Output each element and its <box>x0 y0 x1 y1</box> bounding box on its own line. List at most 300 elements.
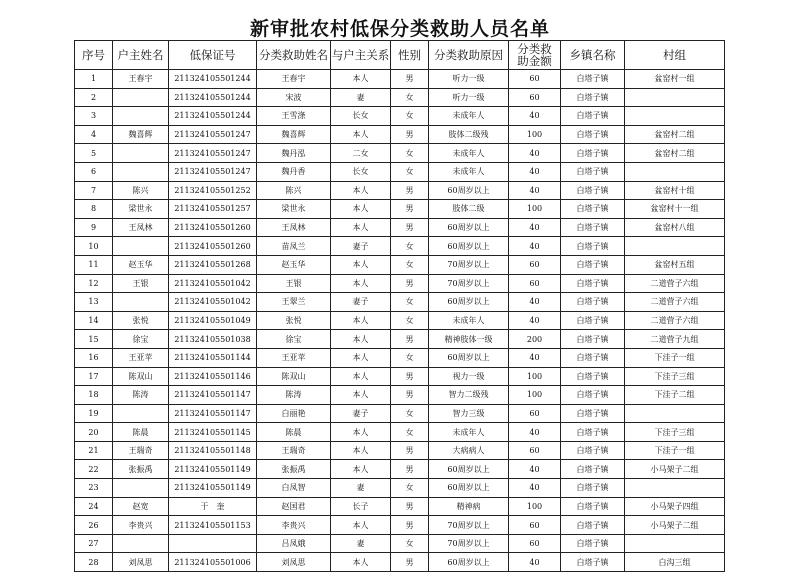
table-row <box>75 311 725 330</box>
row-no: 9 <box>75 218 113 237</box>
sex: 男 <box>391 70 429 89</box>
relation: 本人 <box>331 200 391 219</box>
relief-cert-no: 211324105501257 <box>169 200 257 219</box>
town-name: 白塔子镇 <box>561 107 625 126</box>
householder-name: 陈涛 <box>113 386 169 405</box>
recipient-name: 宋波 <box>257 88 331 107</box>
relief-amount: 60 <box>509 274 561 293</box>
table-row <box>75 553 725 572</box>
town-name: 白塔子镇 <box>561 181 625 200</box>
relief-amount: 60 <box>509 404 561 423</box>
relief-amount: 60 <box>509 516 561 535</box>
row-no: 22 <box>75 460 113 479</box>
town-name: 白塔子镇 <box>561 534 625 553</box>
relief-cert-no: 211324105501153 <box>169 516 257 535</box>
relief-cert-no: 211324105501247 <box>169 125 257 144</box>
sex: 男 <box>391 125 429 144</box>
relation: 妻子 <box>331 237 391 256</box>
col-header-village: 村组 <box>625 41 725 70</box>
recipient-name: 王瑞奇 <box>257 441 331 460</box>
sex: 女 <box>391 423 429 442</box>
village-group: 二道营子九组 <box>625 330 725 349</box>
table-row <box>75 441 725 460</box>
table-row <box>75 516 725 535</box>
village-group <box>625 237 725 256</box>
town-name: 白塔子镇 <box>561 274 625 293</box>
table-row <box>75 125 725 144</box>
table-row <box>75 88 725 107</box>
table-row <box>75 218 725 237</box>
relief-reason: 精神肢体一级 <box>429 330 509 349</box>
sex: 男 <box>391 274 429 293</box>
relief-reason: 70周岁以上 <box>429 516 509 535</box>
relief-cert-no: 211324105501049 <box>169 311 257 330</box>
relief-cert-no: 211324105501144 <box>169 348 257 367</box>
village-group <box>625 534 725 553</box>
householder-name: 张振禹 <box>113 460 169 479</box>
relation: 本人 <box>331 125 391 144</box>
relief-cert-no: 211324105501247 <box>169 162 257 181</box>
town-name: 白塔子镇 <box>561 479 625 498</box>
table-row <box>75 479 725 498</box>
relation: 二女 <box>331 144 391 163</box>
relief-cert-no: 211324105501252 <box>169 181 257 200</box>
table-row <box>75 423 725 442</box>
relief-amount: 60 <box>509 255 561 274</box>
table-row <box>75 144 725 163</box>
village-group: 下洼子三组 <box>625 367 725 386</box>
col-header-head: 户主姓名 <box>113 41 169 70</box>
relief-reason: 70周岁以上 <box>429 255 509 274</box>
town-name: 白塔子镇 <box>561 125 625 144</box>
relation: 长子 <box>331 497 391 516</box>
table-row <box>75 497 725 516</box>
page-title: 新审批农村低保分类救助人员名单 <box>249 18 550 40</box>
recipient-name: 魏丹香 <box>257 162 331 181</box>
relation: 长女 <box>331 107 391 126</box>
row-no: 27 <box>75 534 113 553</box>
col-header-no: 序号 <box>75 41 113 70</box>
sex: 女 <box>391 534 429 553</box>
relief-reason: 60周岁以上 <box>429 553 509 572</box>
relief-amount: 40 <box>509 553 561 572</box>
householder-name: 王凤林 <box>113 218 169 237</box>
town-name: 白塔子镇 <box>561 497 625 516</box>
sex: 女 <box>391 107 429 126</box>
householder-name <box>113 237 169 256</box>
recipient-name: 白凤智 <box>257 479 331 498</box>
row-no: 8 <box>75 200 113 219</box>
village-group: 二道营子六组 <box>625 293 725 312</box>
relation: 妻 <box>331 479 391 498</box>
relief-cert-no: 211324105501268 <box>169 255 257 274</box>
town-name: 白塔子镇 <box>561 516 625 535</box>
relief-cert-no: 211324105501244 <box>169 107 257 126</box>
table-row <box>75 200 725 219</box>
village-group: 盆窑村十一组 <box>625 200 725 219</box>
relief-reason: 肢体二级 <box>429 200 509 219</box>
table-row <box>75 293 725 312</box>
row-no: 12 <box>75 274 113 293</box>
relief-reason: 肢体二级残 <box>429 125 509 144</box>
relation: 妻子 <box>331 404 391 423</box>
village-group <box>625 88 725 107</box>
sex: 女 <box>391 311 429 330</box>
village-group <box>625 479 725 498</box>
village-group: 盆窑村五组 <box>625 255 725 274</box>
sex: 男 <box>391 497 429 516</box>
relief-cert-no: 211324105501147 <box>169 386 257 405</box>
town-name: 白塔子镇 <box>561 423 625 442</box>
relief-amount: 60 <box>509 441 561 460</box>
relief-amount: 40 <box>509 311 561 330</box>
sex: 男 <box>391 460 429 479</box>
recipient-name: 吕凤娥 <box>257 534 331 553</box>
relief-cert-no: 211324105501247 <box>169 144 257 163</box>
col-header-sex: 性别 <box>391 41 429 70</box>
relief-cert-no: 211324105501038 <box>169 330 257 349</box>
recipient-name: 陈涛 <box>257 386 331 405</box>
row-no: 23 <box>75 479 113 498</box>
relief-roster-table <box>74 40 725 572</box>
sex: 男 <box>391 181 429 200</box>
row-no: 15 <box>75 330 113 349</box>
recipient-name: 王春宇 <box>257 70 331 89</box>
recipient-name: 魏丹泓 <box>257 144 331 163</box>
town-name: 白塔子镇 <box>561 144 625 163</box>
sex: 女 <box>391 144 429 163</box>
relief-reason: 60周岁以上 <box>429 293 509 312</box>
relief-amount: 40 <box>509 218 561 237</box>
table-row <box>75 237 725 256</box>
village-group: 盆窑村十组 <box>625 181 725 200</box>
recipient-name: 赵国君 <box>257 497 331 516</box>
village-group <box>625 107 725 126</box>
relief-reason: 未成年人 <box>429 107 509 126</box>
table-body <box>75 70 725 572</box>
relation: 妻子 <box>331 293 391 312</box>
relief-cert-no: 211324105501244 <box>169 88 257 107</box>
householder-name <box>113 534 169 553</box>
village-group: 小马架子二组 <box>625 460 725 479</box>
recipient-name: 张悦 <box>257 311 331 330</box>
householder-name <box>113 479 169 498</box>
recipient-name: 李贵兴 <box>257 516 331 535</box>
town-name: 白塔子镇 <box>561 218 625 237</box>
recipient-name: 白丽艳 <box>257 404 331 423</box>
sex: 女 <box>391 255 429 274</box>
householder-name <box>113 88 169 107</box>
sex: 男 <box>391 367 429 386</box>
householder-name <box>113 162 169 181</box>
table-row <box>75 460 725 479</box>
town-name: 白塔子镇 <box>561 386 625 405</box>
relief-reason: 听力一级 <box>429 70 509 89</box>
recipient-name: 陈晨 <box>257 423 331 442</box>
relief-amount: 200 <box>509 330 561 349</box>
relief-reason: 精神病 <box>429 497 509 516</box>
householder-name: 陈兴 <box>113 181 169 200</box>
relief-reason: 未成年人 <box>429 311 509 330</box>
relief-reason: 智力三级 <box>429 404 509 423</box>
town-name: 白塔子镇 <box>561 200 625 219</box>
relief-reason: 60周岁以上 <box>429 348 509 367</box>
relief-reason: 视力一级 <box>429 367 509 386</box>
town-name: 白塔子镇 <box>561 441 625 460</box>
village-group: 二道营子六组 <box>625 274 725 293</box>
relief-cert-no: 211324105501146 <box>169 367 257 386</box>
householder-name: 陈双山 <box>113 367 169 386</box>
relief-amount: 40 <box>509 144 561 163</box>
sex: 女 <box>391 237 429 256</box>
relation: 本人 <box>331 218 391 237</box>
row-no: 16 <box>75 348 113 367</box>
relation: 本人 <box>331 255 391 274</box>
village-group: 下洼子一组 <box>625 348 725 367</box>
row-no: 28 <box>75 553 113 572</box>
recipient-name: 张振禹 <box>257 460 331 479</box>
relief-cert-no: 211324105501042 <box>169 293 257 312</box>
relief-amount: 40 <box>509 293 561 312</box>
row-no: 13 <box>75 293 113 312</box>
table-row <box>75 348 725 367</box>
recipient-name: 陈兴 <box>257 181 331 200</box>
relation: 本人 <box>331 367 391 386</box>
householder-name <box>113 144 169 163</box>
row-no: 1 <box>75 70 113 89</box>
relief-cert-no <box>169 534 257 553</box>
relief-reason: 60周岁以上 <box>429 181 509 200</box>
recipient-name: 刘凤思 <box>257 553 331 572</box>
row-no: 11 <box>75 255 113 274</box>
sex: 男 <box>391 441 429 460</box>
householder-name: 王春宇 <box>113 70 169 89</box>
col-header-town: 乡镇名称 <box>561 41 625 70</box>
relief-cert-no: 211324105501149 <box>169 479 257 498</box>
relief-reason: 70周岁以上 <box>429 274 509 293</box>
relief-amount: 60 <box>509 70 561 89</box>
sex: 女 <box>391 348 429 367</box>
householder-name: 刘凤思 <box>113 553 169 572</box>
sex: 男 <box>391 330 429 349</box>
sex: 男 <box>391 553 429 572</box>
village-group: 盆窑村二组 <box>625 125 725 144</box>
town-name: 白塔子镇 <box>561 311 625 330</box>
village-group: 下洼子一组 <box>625 441 725 460</box>
sex: 女 <box>391 479 429 498</box>
relief-amount: 100 <box>509 367 561 386</box>
relief-amount: 40 <box>509 181 561 200</box>
town-name: 白塔子镇 <box>561 460 625 479</box>
town-name: 白塔子镇 <box>561 255 625 274</box>
table-row <box>75 367 725 386</box>
town-name: 白塔子镇 <box>561 237 625 256</box>
row-no: 26 <box>75 516 113 535</box>
row-no: 10 <box>75 237 113 256</box>
relief-cert-no: 211324105501149 <box>169 460 257 479</box>
table-row <box>75 386 725 405</box>
relation: 本人 <box>331 516 391 535</box>
recipient-name: 苗凤兰 <box>257 237 331 256</box>
village-group: 盆窑村八组 <box>625 218 725 237</box>
town-name: 白塔子镇 <box>561 404 625 423</box>
town-name: 白塔子镇 <box>561 367 625 386</box>
householder-name <box>113 107 169 126</box>
relief-reason: 听力一级 <box>429 88 509 107</box>
recipient-name: 王银 <box>257 274 331 293</box>
householder-name: 梁世永 <box>113 200 169 219</box>
recipient-name: 王亚苹 <box>257 348 331 367</box>
sex: 女 <box>391 88 429 107</box>
relief-amount: 40 <box>509 479 561 498</box>
householder-name: 赵玉华 <box>113 255 169 274</box>
col-header-amount: 分类救助金额 <box>509 41 561 70</box>
sex: 男 <box>391 386 429 405</box>
relation: 本人 <box>331 330 391 349</box>
row-no: 2 <box>75 88 113 107</box>
relief-cert-no: 211324105501145 <box>169 423 257 442</box>
village-group: 二道营子六组 <box>625 311 725 330</box>
sex: 女 <box>391 293 429 312</box>
row-no: 14 <box>75 311 113 330</box>
recipient-name: 魏喜辉 <box>257 125 331 144</box>
relief-reason: 60周岁以上 <box>429 218 509 237</box>
town-name: 白塔子镇 <box>561 162 625 181</box>
table-row <box>75 70 725 89</box>
village-group: 盆窑村一组 <box>625 70 725 89</box>
relief-amount: 60 <box>509 88 561 107</box>
village-group: 下洼子三组 <box>625 423 725 442</box>
table-row <box>75 404 725 423</box>
relief-amount: 100 <box>509 200 561 219</box>
relief-reason: 70周岁以上 <box>429 534 509 553</box>
town-name: 白塔子镇 <box>561 553 625 572</box>
relief-amount: 100 <box>509 386 561 405</box>
recipient-name: 陈双山 <box>257 367 331 386</box>
relation: 本人 <box>331 386 391 405</box>
town-name: 白塔子镇 <box>561 70 625 89</box>
table-row <box>75 181 725 200</box>
relief-cert-no: 211324105501260 <box>169 237 257 256</box>
village-group <box>625 162 725 181</box>
householder-name: 王银 <box>113 274 169 293</box>
village-group: 小马架子四组 <box>625 497 725 516</box>
table-row <box>75 534 725 553</box>
relief-amount: 40 <box>509 107 561 126</box>
sex: 女 <box>391 404 429 423</box>
recipient-name: 徐宝 <box>257 330 331 349</box>
relief-amount: 60 <box>509 534 561 553</box>
col-header-cert: 低保证号 <box>169 41 257 70</box>
relief-amount: 40 <box>509 423 561 442</box>
householder-name: 陈晨 <box>113 423 169 442</box>
town-name: 白塔子镇 <box>561 88 625 107</box>
relief-reason: 未成年人 <box>429 162 509 181</box>
relief-reason: 智力二级残 <box>429 386 509 405</box>
town-name: 白塔子镇 <box>561 330 625 349</box>
relation: 本人 <box>331 553 391 572</box>
relief-reason: 60周岁以上 <box>429 479 509 498</box>
row-no: 19 <box>75 404 113 423</box>
householder-name: 赵宽 <box>113 497 169 516</box>
householder-name: 李贵兴 <box>113 516 169 535</box>
householder-name <box>113 293 169 312</box>
relation: 长女 <box>331 162 391 181</box>
relation: 本人 <box>331 181 391 200</box>
sex: 男 <box>391 200 429 219</box>
town-name: 白塔子镇 <box>561 348 625 367</box>
recipient-name: 王翠兰 <box>257 293 331 312</box>
village-group <box>625 404 725 423</box>
sex: 男 <box>391 218 429 237</box>
village-group: 小马架子二组 <box>625 516 725 535</box>
relation: 本人 <box>331 311 391 330</box>
village-group: 下洼子二组 <box>625 386 725 405</box>
relief-reason: 大病病人 <box>429 441 509 460</box>
relation: 本人 <box>331 70 391 89</box>
relief-cert-no: 211324105501006 <box>169 553 257 572</box>
table-row <box>75 274 725 293</box>
relief-amount: 100 <box>509 497 561 516</box>
relation: 本人 <box>331 441 391 460</box>
recipient-name: 王凤林 <box>257 218 331 237</box>
relief-cert-no: 21132410550124​4 <box>169 70 257 89</box>
header-row <box>75 41 725 70</box>
sex: 女 <box>391 162 429 181</box>
village-group: 白沟三组 <box>625 553 725 572</box>
relief-cert-no: 211324105501148 <box>169 441 257 460</box>
relief-reason: 60周岁以上 <box>429 237 509 256</box>
relief-amount: 40 <box>509 348 561 367</box>
row-no: 7 <box>75 181 113 200</box>
row-no: 3 <box>75 107 113 126</box>
sex: 男 <box>391 516 429 535</box>
relief-cert-no: 211324105501147 <box>169 404 257 423</box>
relation: 本人 <box>331 348 391 367</box>
table-row <box>75 255 725 274</box>
householder-name: 张悦 <box>113 311 169 330</box>
householder-name: 王亚苹 <box>113 348 169 367</box>
row-no: 24 <box>75 497 113 516</box>
householder-name: 魏喜辉 <box>113 125 169 144</box>
row-no: 18 <box>75 386 113 405</box>
table-row <box>75 107 725 126</box>
row-no: 5 <box>75 144 113 163</box>
relation: 妻 <box>331 88 391 107</box>
town-name: 白塔子镇 <box>561 293 625 312</box>
col-header-reason: 分类救助原因 <box>429 41 509 70</box>
row-no: 4 <box>75 125 113 144</box>
relief-amount: 40 <box>509 237 561 256</box>
recipient-name: 王雪涤 <box>257 107 331 126</box>
village-group: 盆窑村二组 <box>625 144 725 163</box>
row-no: 17 <box>75 367 113 386</box>
recipient-name: 赵玉华 <box>257 255 331 274</box>
relief-cert-no: 211324105501042 <box>169 274 257 293</box>
householder-name: 徐宝 <box>113 330 169 349</box>
relation: 本人 <box>331 460 391 479</box>
row-no: 21 <box>75 441 113 460</box>
relief-amount: 40 <box>509 460 561 479</box>
relief-reason: 60周岁以上 <box>429 460 509 479</box>
relief-amount: 40 <box>509 162 561 181</box>
table-row <box>75 330 725 349</box>
relief-reason: 未成年人 <box>429 423 509 442</box>
householder-name: 王瑞奇 <box>113 441 169 460</box>
relief-amount: 100 <box>509 125 561 144</box>
col-header-name: 分类救助姓名 <box>257 41 331 70</box>
householder-name <box>113 404 169 423</box>
